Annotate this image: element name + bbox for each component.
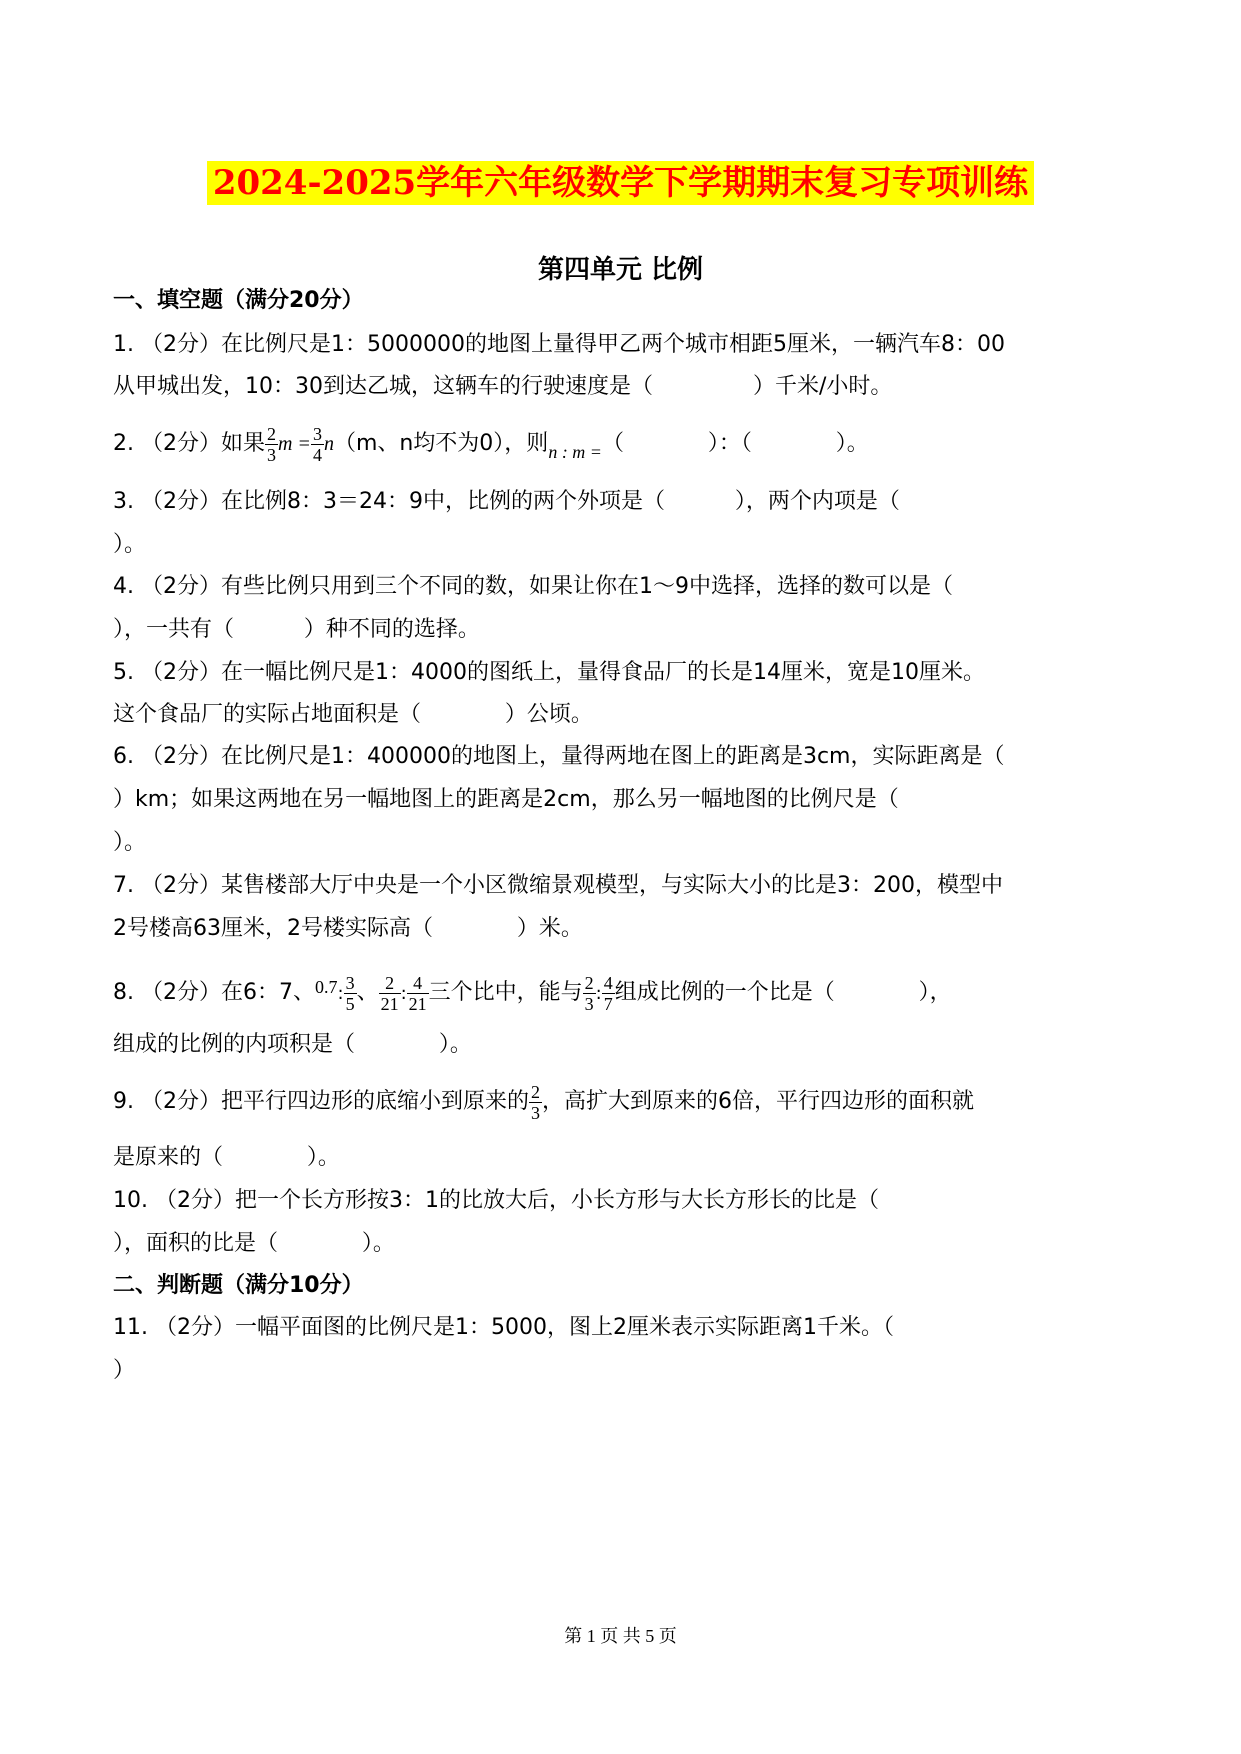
question-9-line-1: 9. （2分）把平行四边形的底缩小到原来的 $\frac{2}{3}$ ，高扩大到原来的6倍，平行四边形的面积就 bbox=[113, 1081, 974, 1123]
question-6-line-3: ）。 bbox=[113, 830, 147, 855]
question-7-line-2: 2号楼高63厘米，2号楼实际高（ ）米。 bbox=[113, 916, 583, 941]
document-title: 2024-2025学年六年级数学下学期期末复习专项训练 bbox=[0, 160, 1241, 206]
question-4-line-1: 4. （2分）有些比例只用到三个不同的数，如果让你在1～9中选择，选择的数可以是（ bbox=[113, 574, 953, 599]
question-7-line-1: 7. （2分）某售楼部大厅中央是一个小区微缩景观模型，与实际大小的比是3：200，模型中 bbox=[113, 873, 1003, 898]
fraction: $\frac{4}{21}$ bbox=[408, 972, 427, 1014]
question-1-text: 从甲城出发，10：30到达乙城，这辆车的行驶速度是（ bbox=[113, 374, 653, 399]
question-8-line-2: 组成的比例的内项积是（ ）。 bbox=[113, 1032, 472, 1057]
unit-subtitle: 第四单元 比例 bbox=[537, 255, 704, 285]
section-heading-true-false: 二、判断题（满分10分） bbox=[113, 1273, 364, 1298]
question-5-line-2: 这个食品厂的实际占地面积是（ ）公顷。 bbox=[113, 702, 593, 727]
question-3-line-1: 3. （2分）在比例8：3＝24：9中，比例的两个外项是（ ），两个内项是（ bbox=[113, 489, 900, 514]
question-6-line-1: 6. （2分）在比例尺是1：400000的地图上，量得两地在图上的距离是3cm，实际距离是（ bbox=[113, 744, 1005, 769]
question-1-line-2 bbox=[113, 372, 892, 402]
question-4-line-2: ），一共有（ ）种不同的选择。 bbox=[113, 617, 480, 642]
question-1-line-1: 1. （2分）在比例尺是1：5000000的地图上量得甲乙两个城市相距5厘米，一辆汽车8：00 bbox=[113, 332, 1005, 357]
question-11-line-2: ） bbox=[113, 1358, 136, 1383]
section-heading-fill-blank: 一、填空题（满分20分） bbox=[113, 288, 364, 313]
question-6-line-2: ）km；如果这两地在另一幅地图上的距离是2cm，那么另一幅地图的比例尺是（ bbox=[113, 787, 899, 812]
question-2: 2. （2分）如果 $\frac{2}{3}$ m = $\frac{3}{4}$ n（m、n均不为0），则$_{n : m =}$（ ）：（ ）。 bbox=[113, 423, 869, 465]
fraction: $\frac{3}{4}$ bbox=[312, 423, 322, 465]
question-10-line-2: ），面积的比是（ ）。 bbox=[113, 1231, 395, 1256]
fraction: $\frac{3}{5}$ bbox=[345, 972, 355, 1014]
question-8-line-1: 8. （2分）在6：7、$^{0.7}$: $\frac{3}{5}$ 、 $\frac{2}{21}$ : $\frac{4}{21}$ 三个比中，能与 $\frac{2}{3}$ : $\frac{4}{7}$ 组成比例的一个比是（ ）， bbox=[113, 972, 952, 1014]
fraction: $\frac{2}{3}$ bbox=[584, 972, 594, 1014]
fraction: $\frac{4}{7}$ bbox=[603, 972, 613, 1014]
fraction: $\frac{2}{3}$ bbox=[266, 423, 276, 465]
question-9-line-2: 是原来的（ ）。 bbox=[113, 1145, 340, 1170]
page-footer: 第 1 页 共 5 页 bbox=[564, 1626, 677, 1646]
question-5-line-1: 5. （2分）在一幅比例尺是1：4000的图纸上，量得食品厂的长是14厘米，宽是10厘米。 bbox=[113, 660, 985, 685]
question-11-line-1: 11. （2分）一幅平面图的比例尺是1：5000，图上2厘米表示实际距离1千米。（ bbox=[113, 1315, 894, 1340]
fraction: $\frac{2}{3}$ bbox=[530, 1081, 540, 1123]
question-1-unit: ）千米/小时。 bbox=[753, 374, 893, 399]
fraction: $\frac{2}{21}$ bbox=[380, 972, 399, 1014]
question-10-line-1: 10. （2分）把一个长方形按3：1的比放大后，小长方形与大长方形长的比是（ bbox=[113, 1188, 879, 1213]
question-3-line-2: ）。 bbox=[113, 532, 147, 557]
